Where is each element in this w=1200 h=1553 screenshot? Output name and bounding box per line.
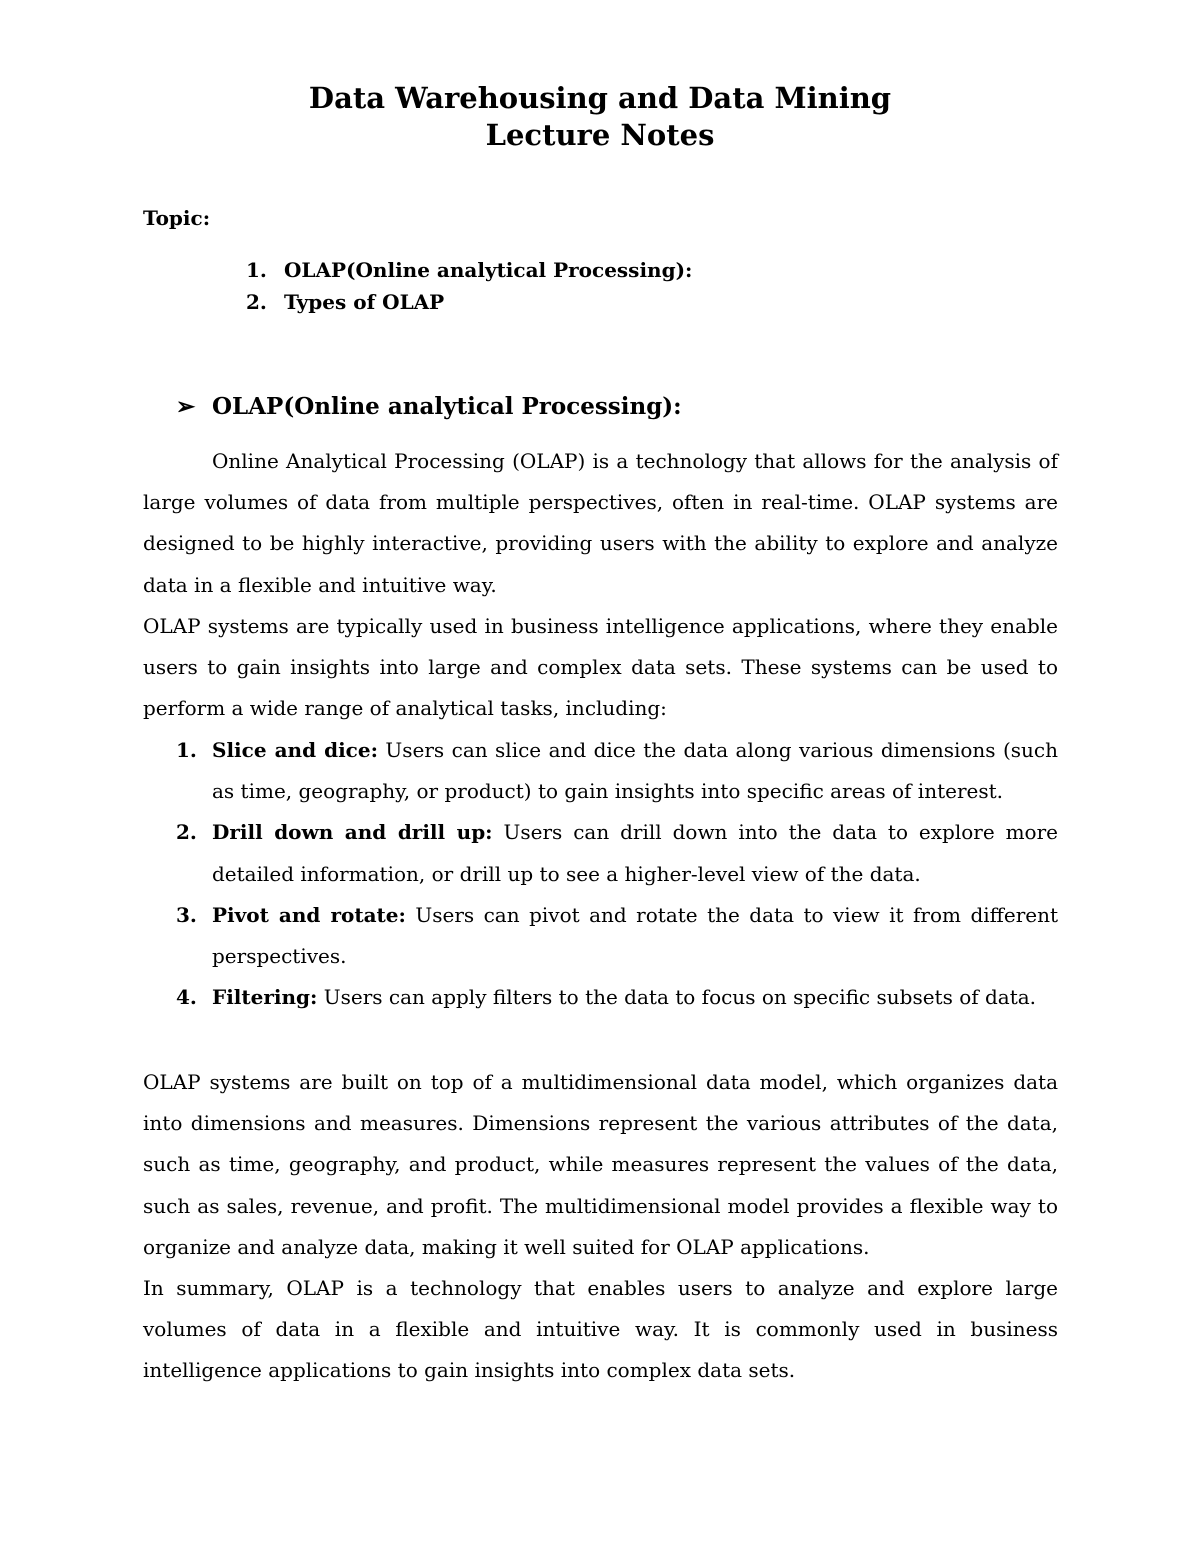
feature-number: 2. — [176, 820, 197, 845]
feature-text: Users can drill down into the data to explore more detailed information, or drill up to see a higher-level view of the data. — [212, 820, 1058, 886]
feature-number: 3. — [176, 902, 197, 927]
feature-text: Users can apply filters to the data to focus on specific subsets of data. — [323, 985, 1037, 1010]
topic-item — [246, 290, 444, 314]
data-model-paragraph: OLAP systems are built on top of a multidimensional data model, which organizes data into dimensions and measures. Dimensions represent the various attributes of the data, such as time, geography, and product, while measures represent the values of the data, such as sales, revenue, and profit. The multidimensional model provides a flexible way to organize and analyze data, making it well suited for OLAP applications. — [143, 1070, 1058, 1259]
feature-number: 4. — [176, 985, 197, 1010]
topic-text: OLAP(Online analytical Processing): — [284, 258, 693, 282]
feature-item — [176, 977, 1058, 1018]
section-heading-text: OLAP(Online analytical Processing): — [212, 393, 682, 420]
summary-paragraph: In summary, OLAP is a technology that enables users to analyze and explore large volumes of data in a flexible and intuitive way. It is commonly used in business intelligence applications to gain insights into complex data sets. — [143, 1276, 1058, 1383]
feature-list — [176, 730, 1058, 1018]
feature-text: Users can pivot and rotate the data to view it from different perspectives. — [212, 902, 1059, 969]
feature-item — [176, 730, 1058, 812]
topic-number: 1. — [246, 258, 267, 282]
feature-number: 1. — [176, 738, 197, 762]
feature-term: Pivot and rotate: — [212, 902, 406, 927]
feature-term: Drill down and drill up: — [212, 820, 493, 845]
usage-paragraph: OLAP systems are typically used in business intelligence applications, where they enable users to gain insights into large and complex data sets. These systems can be used to perform a wide range of analytical tasks, including: — [143, 614, 1058, 721]
document-subtitle: Lecture Notes — [485, 118, 715, 152]
topic-number: 2. — [246, 290, 267, 314]
feature-item — [176, 812, 1058, 894]
intro-paragraph: Online Analytical Processing (OLAP) is a technology that allows for the analysis of large volumes of data from multiple perspectives, often in real-time. OLAP systems are designed to be highly interactive, providing users with the ability to explore and analyze data in a flexible and intuitive way. — [143, 449, 1058, 597]
arrow-bullet-icon: ➢ — [176, 393, 196, 420]
feature-term: Slice and dice: — [212, 738, 378, 762]
topic-text: Types of OLAP — [284, 290, 445, 314]
topic-label: Topic: — [143, 206, 211, 230]
feature-item — [176, 895, 1058, 977]
section-heading — [176, 393, 682, 420]
document-title: Data Warehousing and Data Mining — [308, 81, 892, 115]
feature-text: Users can slice and dice the data along various dimensions (such as time, geography, or product) to gain insights into specific areas of interest. — [212, 738, 1059, 804]
topic-item — [246, 258, 692, 282]
feature-term: Filtering: — [212, 985, 318, 1010]
